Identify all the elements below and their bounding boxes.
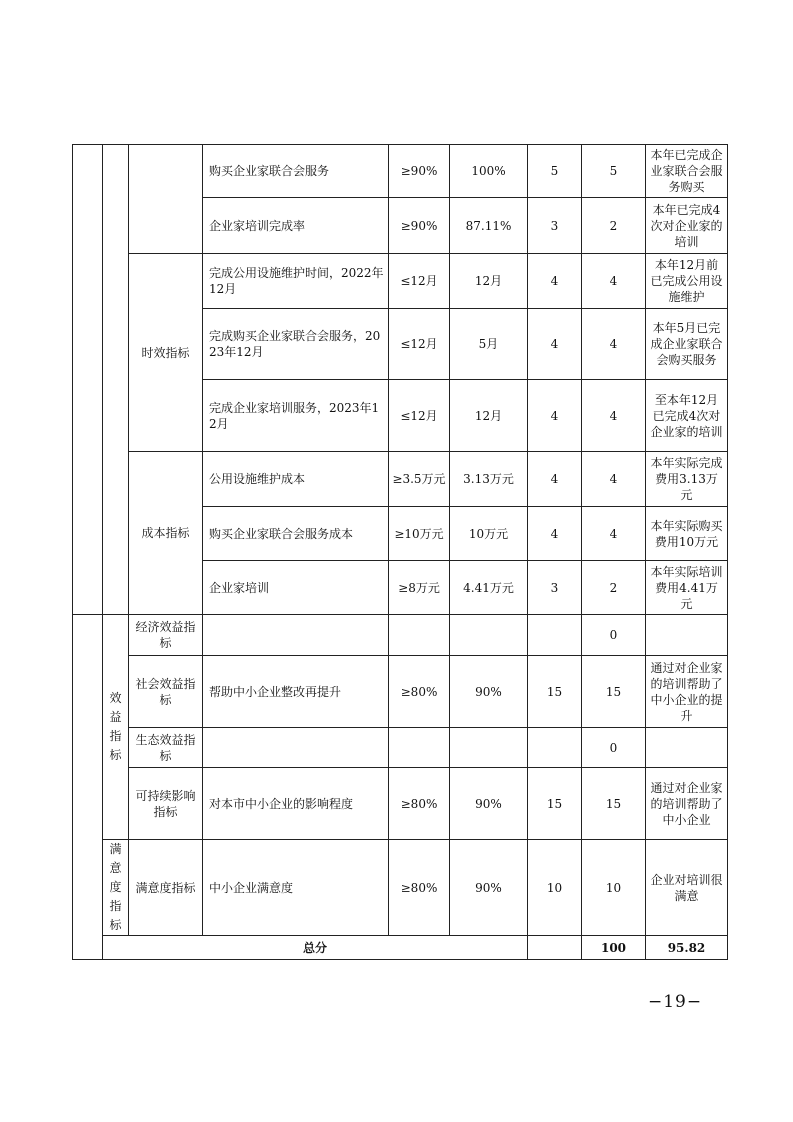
target-value-cell bbox=[389, 615, 450, 656]
weight-cell: 10 bbox=[528, 840, 582, 936]
actual-value-cell: 90% bbox=[450, 768, 528, 840]
indicator-cell: 企业家培训完成率 bbox=[203, 198, 389, 254]
actual-value-cell: 100% bbox=[450, 145, 528, 198]
indicator-cell: 公用设施维护成本 bbox=[203, 452, 389, 507]
target-value-cell bbox=[389, 728, 450, 768]
actual-value-cell: 4.41万元 bbox=[450, 561, 528, 615]
weight-cell: 4 bbox=[528, 452, 582, 507]
subcategory-cell: 可持续影响指标 bbox=[129, 768, 203, 840]
table-row bbox=[73, 452, 728, 507]
total-actual-cell bbox=[528, 936, 582, 960]
actual-value-cell: 12月 bbox=[450, 380, 528, 452]
actual-value-cell: 90% bbox=[450, 656, 528, 728]
actual-value-cell: 3.13万元 bbox=[450, 452, 528, 507]
indicator-cell: 完成企业家培训服务，2023年12月 bbox=[203, 380, 389, 452]
target-value-cell: ≥80% bbox=[389, 840, 450, 936]
score-cell: 15 bbox=[582, 656, 646, 728]
weight-cell: 5 bbox=[528, 145, 582, 198]
total-score: 95.82 bbox=[646, 936, 728, 960]
subcategory-cell: 时效指标 bbox=[129, 254, 203, 452]
category-cell: 满意度指标 bbox=[103, 840, 129, 936]
total-weight: 100 bbox=[582, 936, 646, 960]
actual-value-cell: 12月 bbox=[450, 254, 528, 309]
indicator-cell: 帮助中小企业整改再提升 bbox=[203, 656, 389, 728]
performance-table bbox=[72, 144, 728, 960]
indicator-cell: 购买企业家联合会服务成本 bbox=[203, 507, 389, 561]
actual-value-cell bbox=[450, 728, 528, 768]
actual-value-cell: 5月 bbox=[450, 309, 528, 380]
note-cell: 企业对培训很满意 bbox=[646, 840, 728, 936]
score-cell: 0 bbox=[582, 615, 646, 656]
indicator-cell: 企业家培训 bbox=[203, 561, 389, 615]
indicator-cell: 完成购买企业家联合会服务，2023年12月 bbox=[203, 309, 389, 380]
page-number: −19− bbox=[648, 992, 703, 1012]
note-cell: 本年已完成4次对企业家的培训 bbox=[646, 198, 728, 254]
target-value-cell: ≤12月 bbox=[389, 380, 450, 452]
score-cell: 4 bbox=[582, 452, 646, 507]
note-cell: 通过对企业家的培训帮助了中小企业 bbox=[646, 768, 728, 840]
continued-category-cell bbox=[73, 145, 103, 615]
target-value-cell: ≥90% bbox=[389, 198, 450, 254]
note-cell: 本年实际购买费用10万元 bbox=[646, 507, 728, 561]
target-value-cell: ≥80% bbox=[389, 656, 450, 728]
indicator-cell: 完成公用设施维护时间，2022年12月 bbox=[203, 254, 389, 309]
note-cell: 本年5月已完成企业家联合会购买服务 bbox=[646, 309, 728, 380]
score-cell: 2 bbox=[582, 198, 646, 254]
actual-value-cell: 10万元 bbox=[450, 507, 528, 561]
table-row bbox=[73, 728, 728, 768]
subcategory-cell: 社会效益指标 bbox=[129, 656, 203, 728]
target-value-cell: ≥8万元 bbox=[389, 561, 450, 615]
target-value-cell: ≥3.5万元 bbox=[389, 452, 450, 507]
table-row bbox=[73, 615, 728, 656]
note-cell: 通过对企业家的培训帮助了中小企业的提升 bbox=[646, 656, 728, 728]
subcategory-cell: 生态效益指标 bbox=[129, 728, 203, 768]
target-value-cell: ≥10万元 bbox=[389, 507, 450, 561]
weight-cell: 4 bbox=[528, 309, 582, 380]
score-cell: 4 bbox=[582, 309, 646, 380]
category-cell: 效益指标 bbox=[103, 615, 129, 840]
note-cell: 本年实际完成费用3.13万元 bbox=[646, 452, 728, 507]
weight-cell: 15 bbox=[528, 656, 582, 728]
indicator-cell bbox=[203, 615, 389, 656]
table-row bbox=[73, 768, 728, 840]
note-cell: 本年12月前已完成公用设施维护 bbox=[646, 254, 728, 309]
subcategory-cell: 满意度指标 bbox=[129, 840, 203, 936]
target-value-cell: ≤12月 bbox=[389, 254, 450, 309]
table-row bbox=[73, 840, 728, 936]
score-cell: 0 bbox=[582, 728, 646, 768]
target-value-cell: ≤12月 bbox=[389, 309, 450, 380]
score-cell: 15 bbox=[582, 768, 646, 840]
note-cell: 本年实际培训费用4.41万元 bbox=[646, 561, 728, 615]
score-cell: 2 bbox=[582, 561, 646, 615]
weight-cell: 3 bbox=[528, 198, 582, 254]
indicator-cell: 对本市中小企业的影响程度 bbox=[203, 768, 389, 840]
note-cell bbox=[646, 615, 728, 656]
total-row bbox=[73, 936, 728, 960]
weight-cell: 4 bbox=[528, 254, 582, 309]
continued-subcategory-cell bbox=[129, 145, 203, 254]
total-label: 总分 bbox=[103, 936, 528, 960]
target-value-cell: ≥90% bbox=[389, 145, 450, 198]
weight-cell: 4 bbox=[528, 380, 582, 452]
weight-cell: 15 bbox=[528, 768, 582, 840]
table-row bbox=[73, 145, 728, 198]
actual-value-cell: 87.11% bbox=[450, 198, 528, 254]
note-cell: 至本年12月已完成4次对企业家的培训 bbox=[646, 380, 728, 452]
table-row bbox=[73, 656, 728, 728]
table-row bbox=[73, 254, 728, 309]
weight-cell: 4 bbox=[528, 507, 582, 561]
score-cell: 10 bbox=[582, 840, 646, 936]
score-cell: 4 bbox=[582, 254, 646, 309]
note-cell: 本年已完成企业家联合会服务购买 bbox=[646, 145, 728, 198]
weight-cell bbox=[528, 728, 582, 768]
score-cell: 4 bbox=[582, 380, 646, 452]
subcategory-cell: 成本指标 bbox=[129, 452, 203, 615]
continued-category-cell bbox=[73, 615, 103, 960]
subcategory-cell: 经济效益指标 bbox=[129, 615, 203, 656]
actual-value-cell bbox=[450, 615, 528, 656]
indicator-cell bbox=[203, 728, 389, 768]
target-value-cell: ≥80% bbox=[389, 768, 450, 840]
weight-cell: 3 bbox=[528, 561, 582, 615]
actual-value-cell: 90% bbox=[450, 840, 528, 936]
note-cell bbox=[646, 728, 728, 768]
indicator-cell: 购买企业家联合会服务 bbox=[203, 145, 389, 198]
score-cell: 4 bbox=[582, 507, 646, 561]
continued-category-cell bbox=[103, 145, 129, 615]
indicator-cell: 中小企业满意度 bbox=[203, 840, 389, 936]
weight-cell bbox=[528, 615, 582, 656]
score-cell: 5 bbox=[582, 145, 646, 198]
